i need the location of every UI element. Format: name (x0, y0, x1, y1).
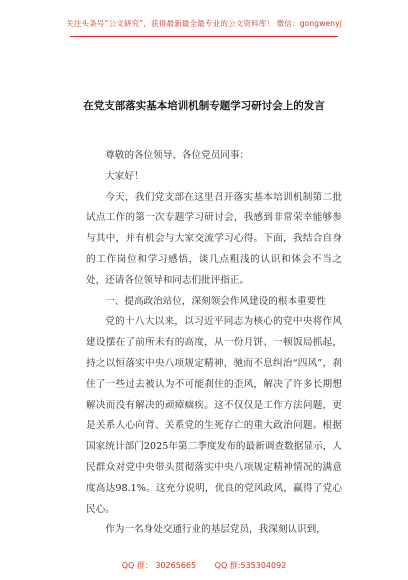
footer-qq-group-1: QQ 群： 30265665 (121, 561, 197, 570)
paragraph-continuation: 作为一名身处交通行业的基层党员，我深刻认识到， (105, 524, 326, 536)
greeting-hello: 大家好！ (105, 170, 144, 182)
paragraph-body: 党的十八大以来，以习近平同志为核心的党中央将作风建设摆在了前所未有的高度，从一份月饼、一顿饭局抓起，持之以恒落实中央八项规定精神，驰而不息纠治“四风”，刹住了一些过去被认为不可能刹住的歪风，解决了许多长期想解决而没有解决的顽瘴痼疾。这不仅仅是工作方法问题，更是关系人心向背、关系党的生死存亡的重大政治问题。根据国家统计部门2025年第二季度发布的最新调查数据显示，人民群众对党中央带头贯彻落实中央八项规定精神情况的满意度高达98.1%。这充分说明，优良的党风政风，赢得了党心民心。 (86, 316, 342, 515)
document-body (86, 146, 342, 541)
paragraph-intro: 今天，我们党支部在这里召开落实基本培训机制第二批试点工作的第一次专题学习研讨会，我感到非常荣幸能够参与其中，并有机会与大家交流学习心得。下面，我结合自身的工作岗位和学习感悟，谈几点粗浅的认识和体会不当之处，还请各位领导和同志们批评指正。 (86, 191, 342, 286)
greeting: 尊敬的各位领导、各位党员同事： (105, 150, 250, 161)
footer-qq-group-2: QQ 群:535304092 (214, 561, 287, 570)
document-title: 在党支部落实基本培训机制专题学习研讨会上的发言 (83, 100, 325, 112)
section-heading: 一、提高政治站位，深刻领会作风建设的根本重要性 (105, 295, 326, 307)
header-divider (70, 36, 338, 37)
header-banner: 关注头条号“公文研究”，获得最新最全最专业的公文资料库！ 微信：gongwenyj (66, 19, 342, 28)
footer (0, 560, 408, 571)
